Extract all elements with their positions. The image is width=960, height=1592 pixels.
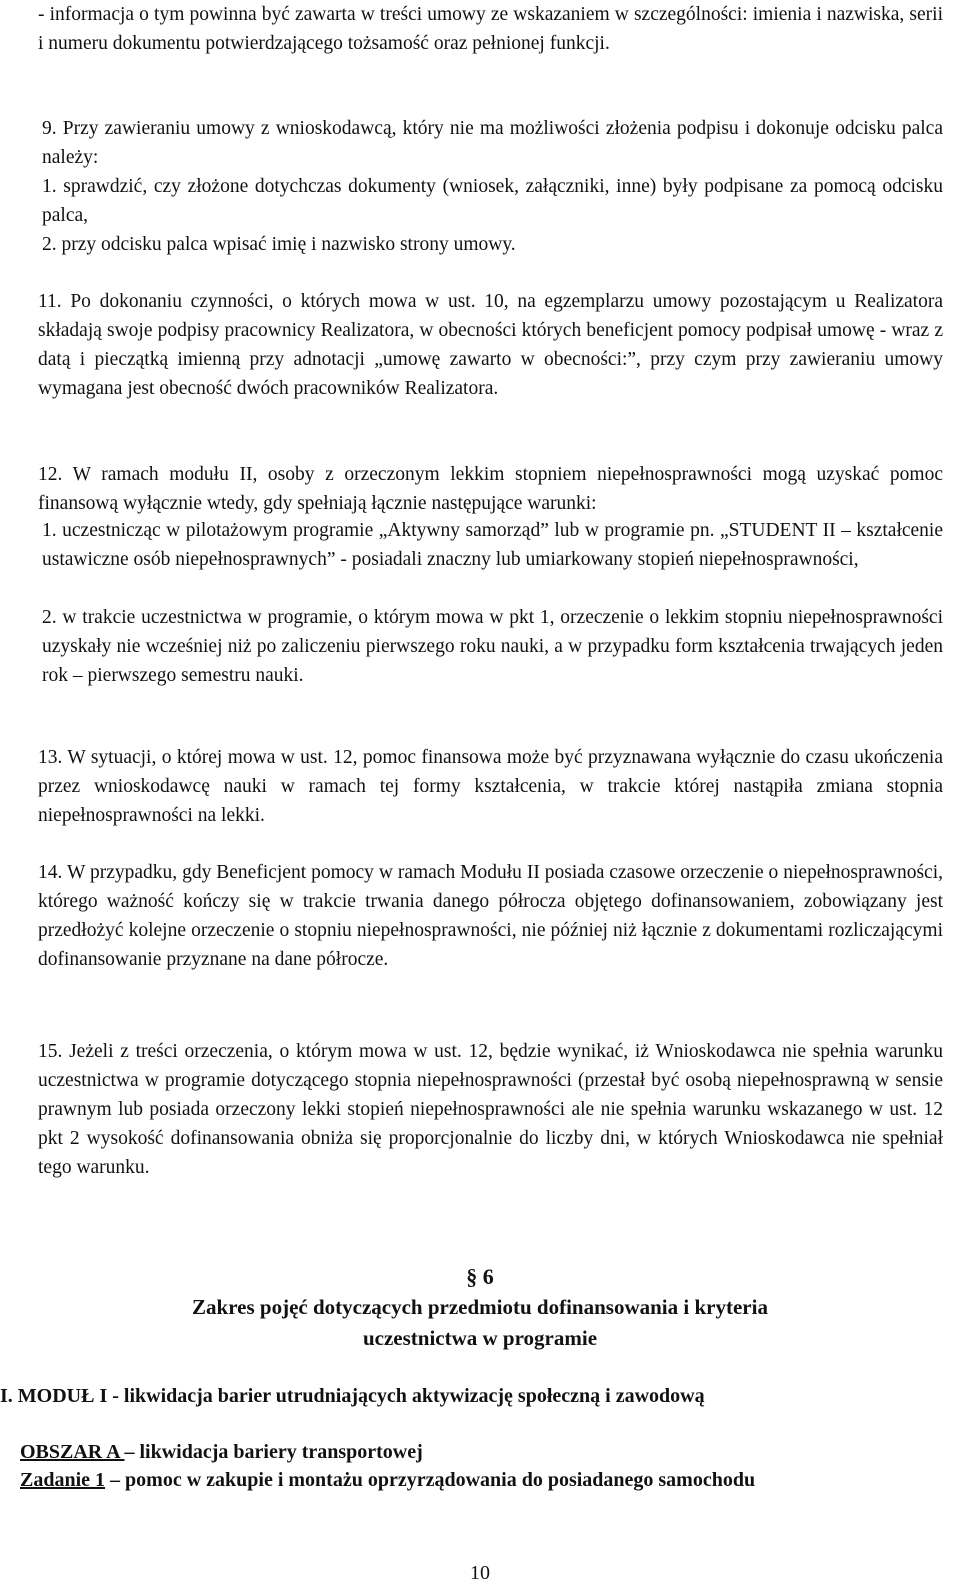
section-title — [0, 1292, 960, 1354]
paragraph-11: 11. Po dokonaniu czynności, o których mowa w ust. 10, na egzemplarzu umowy pozostającym u Realizatora składają swoje podpisy pracownicy Realizatora, w obecności których beneficjent pomocy podpisał umowę - wraz z datą i pieczątką imienną przy adnotacji „umowę zawarto w obecności:”, przy czym przy zawieraniu umowy wymagana jest obecność dwóch pracowników Realizatora. — [38, 291, 943, 399]
zadanie-heading — [20, 1465, 755, 1495]
module-heading: I. MODUŁ I - likwidacja barier utrudniających aktywizację społeczną i zawodową — [0, 1385, 705, 1407]
paragraph-12-intro: 12. W ramach modułu II, osoby z orzeczonym lekkim stopniem niepełnosprawności mogą uzyskać pomoc finansową wyłącznie wtedy, gdy spełniają łącznie następujące warunki: — [38, 464, 943, 514]
obszar-label: OBSZAR A — [20, 1441, 125, 1463]
paragraph-9-item-2: 2. przy odcisku palca wpisać imię i nazwisko strony umowy. — [42, 234, 516, 255]
zadanie-text: – pomoc w zakupie i montażu oprzyrządowania do posiadanego samochodu — [105, 1469, 756, 1491]
obszar-text: – likwidacja bariery transportowej — [124, 1441, 423, 1463]
paragraph-12-item-1: 1. uczestnicząc w pilotażowym programie „Aktywny samorząd” lub w programie pn. „STUDENT II – kształcenie ustawiczne osób niepełnosprawnych” - posiadali znaczny lub umiarkowany stopień niepełnosprawności, — [42, 520, 943, 570]
section-title-text: Zakres pojęć dotyczących przedmiotu dofinansowania i kryteria uczestnictwa w programie — [192, 1295, 768, 1350]
page-number: 10 — [470, 1562, 490, 1584]
section-sign: § 6 — [466, 1264, 494, 1289]
obszar-heading — [20, 1437, 423, 1467]
paragraph-9-item-1: 1. sprawdzić, czy złożone dotychczas dokumenty (wniosek, załączniki, inne) były podpisane za pomocą odcisku palca, — [42, 176, 943, 226]
paragraph-top: - informacja o tym powinna być zawarta w treści umowy ze wskazaniem w szczególności: imienia i nazwiska, serii i numeru dokumentu potwierdzającego tożsamość oraz pełnionej funkcji. — [38, 4, 943, 54]
paragraph-13: 13. W sytuacji, o której mowa w ust. 12, pomoc finansowa może być przyznawana wyłącznie do czasu ukończenia przez wnioskodawcę nauki w ramach tej formy kształcenia, w trakcie której nastąpiła zmiana stopnia niepełnosprawności na lekki. — [38, 747, 943, 826]
zadanie-label: Zadanie 1 — [20, 1469, 106, 1491]
paragraph-14: 14. W przypadku, gdy Beneficjent pomocy w ramach Modułu II posiada czasowe orzeczenie o niepełnosprawności, którego ważność kończy się w trakcie trwania danego półrocza objętego dofinansowaniem, zobowiązany jest przedłożyć kolejne orzeczenie o stopniu niepełnosprawności, nie później niż łącznie z dokumentami rozliczającymi dofinansowanie przyznane na dane półrocze. — [38, 862, 943, 970]
paragraph-15: 15. Jeżeli z treści orzeczenia, o którym mowa w ust. 12, będzie wynikać, iż Wnioskodawca nie spełnia warunku uczestnictwa w programie dotyczącego stopnia niepełnosprawności (przestał być osobą niepełnosprawną w sensie prawnym lub posiada orzeczony lekki stopień niepełnosprawności ale nie spełnia warunku wskazanego w ust. 12 pkt 2 wysokość dofinansowania obniża się proporcjonalnie do liczby dni, w których Wnioskodawca nie spełniał tego warunku. — [38, 1041, 943, 1178]
paragraph-12-item-2: 2. w trakcie uczestnictwa w programie, o którym mowa w pkt 1, orzeczenie o lekkim stopniu niepełnosprawności uzyskały nie wcześniej niż po zaliczeniu pierwszego roku nauki, a w przypadku form kształcenia trwających jeden rok – pierwszego semestru nauki. — [42, 607, 943, 686]
paragraph-9-intro: 9. Przy zawieraniu umowy z wnioskodawcą, który nie ma możliwości złożenia podpisu i dokonuje odcisku palca należy: — [42, 118, 943, 168]
